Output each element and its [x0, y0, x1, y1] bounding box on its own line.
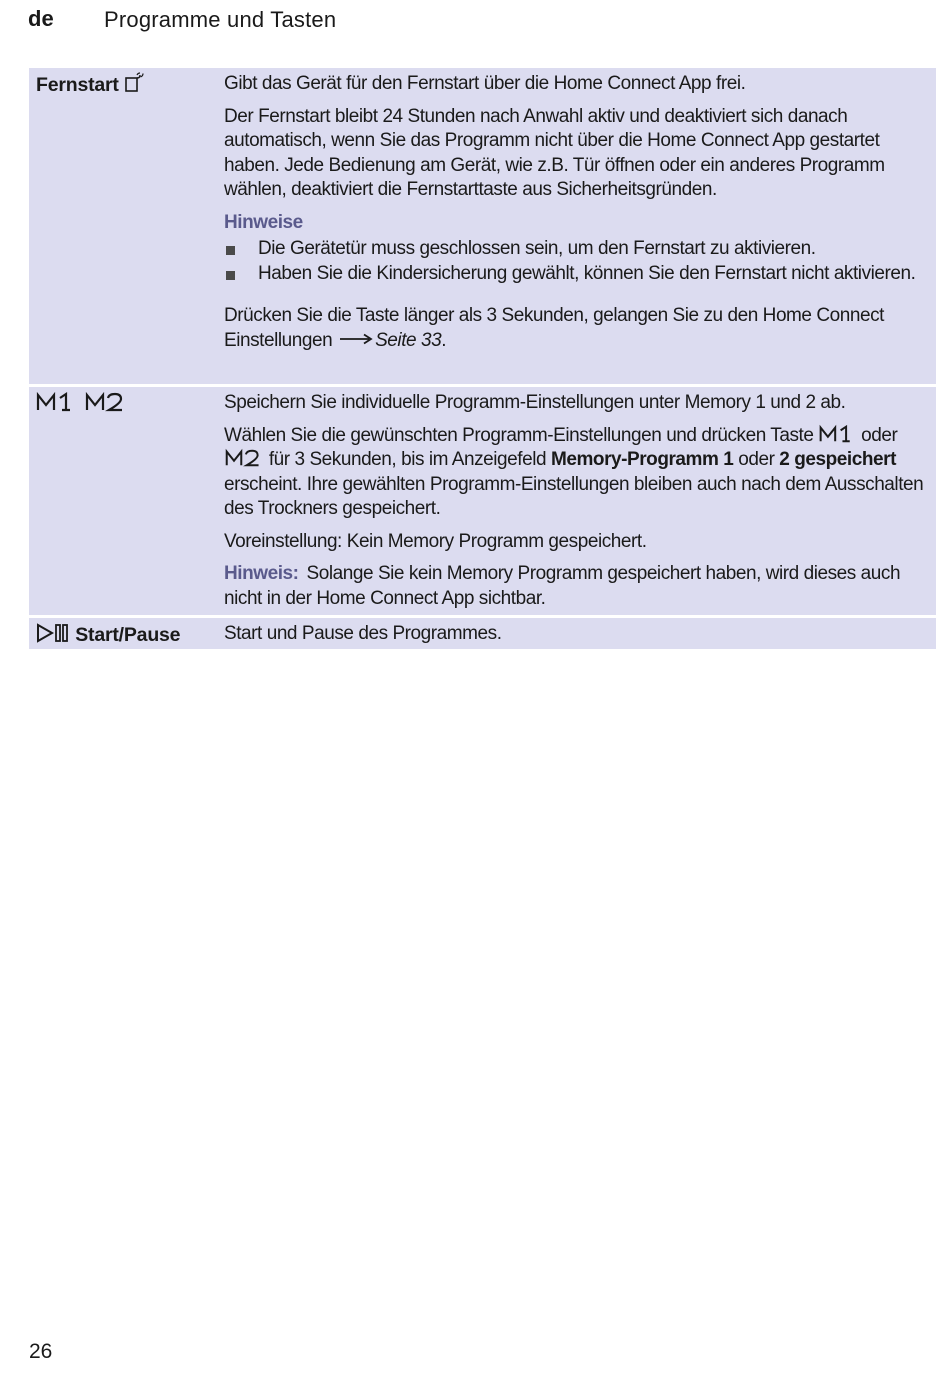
table-row-start-pause	[29, 618, 936, 652]
start-pause-icon	[36, 622, 70, 644]
memory-preset: Voreinstellung: Kein Memory Programm gespeichert.	[224, 530, 647, 552]
bullet-square-icon	[226, 271, 235, 280]
arrow-right-icon	[339, 333, 373, 345]
start-pause-label: Start/Pause	[75, 624, 181, 646]
notes-list	[224, 237, 928, 286]
press-instruction: Drücken Sie die Taste länger als 3 Sekunden, gelangen Sie zu den Home Connect Einstellungen Seite 33.	[224, 305, 885, 351]
label-cell	[29, 387, 217, 615]
label-cell	[29, 68, 217, 384]
content-cell	[217, 68, 936, 384]
list-item: Haben Sie die Kindersicherung gewählt, können Sie den Fernstart nicht aktivieren.	[224, 262, 928, 287]
memory-intro: Speichern Sie individuelle Programm-Einstellungen unter Memory 1 und 2 ab.	[224, 392, 846, 413]
buttons-table	[29, 68, 936, 652]
memory-2-icon	[224, 448, 264, 468]
fernstart-detail: Der Fernstart bleibt 24 Stunden nach Anwahl aktiv und deaktiviert sich danach automatisch, wenn Sie das Programm nicht über die Home Connect App gestartet haben. Jede Bedienung am Gerät, wie z.B. Tür öffnen oder ein anderes Programm wählen, deaktiviert die Fernstarttaste aus Sicherheitsgründen.	[224, 105, 885, 200]
bullet-square-icon	[226, 246, 235, 255]
memory-instruction: Wählen Sie die gewünschten Programm-Einstellungen und drücken Taste oder für 3 Sekunden, bis im Anzeigefeld Memory-Programm 1 oder 2 gespeichert erscheint. Ihre gewählten Programm-Einstellungen bleiben auch nach dem Ausschalten des Trockners gespeichert.	[224, 424, 924, 519]
table-row-memory	[29, 387, 936, 618]
memory-1-icon	[36, 391, 76, 413]
remote-start-icon	[124, 72, 146, 94]
page-header	[28, 6, 928, 36]
table-row-fernstart	[29, 68, 936, 387]
page-number: 26	[29, 1340, 53, 1363]
notes-heading: Hinweise	[224, 211, 303, 233]
content-cell	[217, 618, 936, 649]
content-cell	[217, 387, 936, 615]
section-title: Programme und Tasten	[104, 7, 337, 32]
start-pause-text: Start und Pause des Programmes.	[224, 623, 502, 644]
memory-note: Hinweis: Solange Sie kein Memory Programm gespeichert haben, wird dieses auch nicht in der Home Connect App sichtbar.	[224, 563, 901, 609]
memory-2-icon	[85, 391, 127, 413]
label-cell	[29, 618, 217, 649]
memory-1-icon	[818, 424, 856, 444]
language-code: de	[28, 6, 54, 31]
page-reference-link[interactable]: Seite 33	[375, 329, 442, 351]
fernstart-label: Fernstart	[36, 74, 119, 96]
list-item: Die Gerätetür muss geschlossen sein, um den Fernstart zu aktivieren.	[224, 237, 928, 262]
fernstart-intro: Gibt das Gerät für den Fernstart über die Home Connect App frei.	[224, 73, 746, 94]
